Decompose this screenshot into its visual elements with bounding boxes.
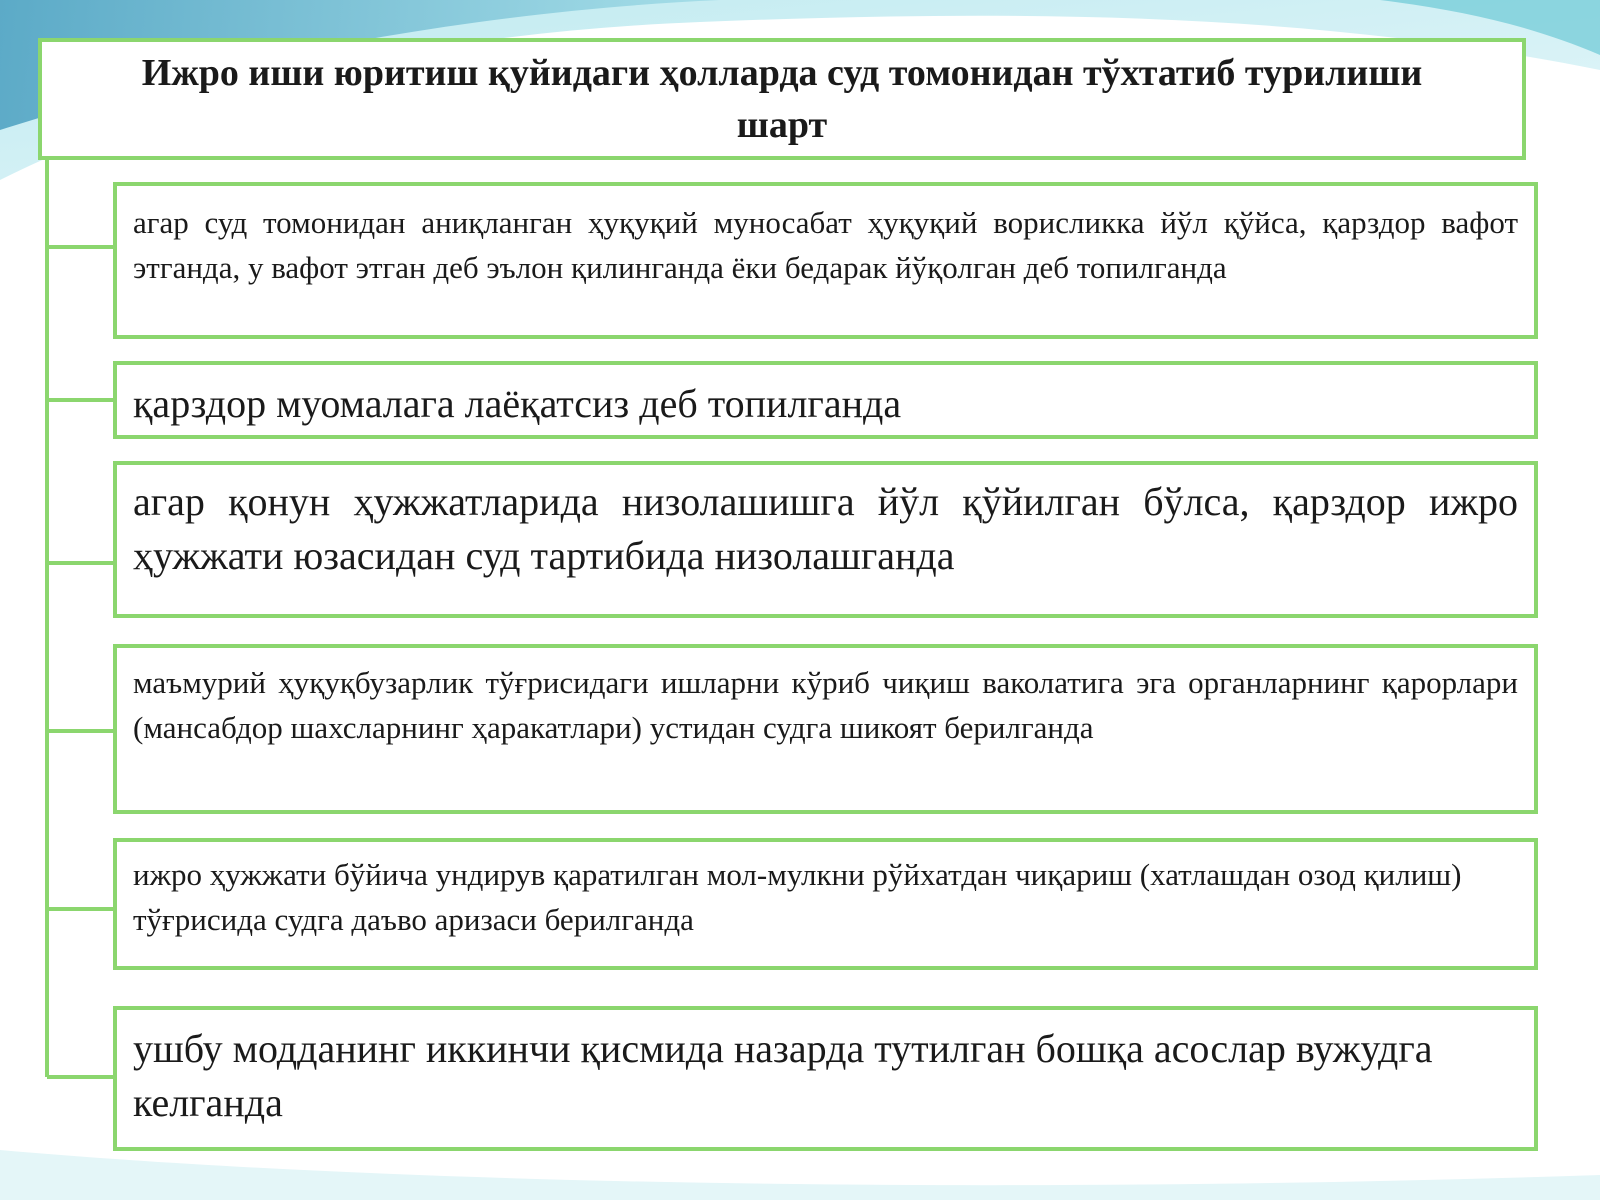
condition-text-6: ушбу модданинг иккинчи қисмида назарда тутилган бошқа асослар вужудга келганда — [133, 1026, 1433, 1125]
diagram-title-box — [38, 38, 1526, 160]
condition-box-6 — [113, 1006, 1538, 1151]
condition-box-1 — [113, 182, 1538, 339]
condition-box-5 — [113, 838, 1538, 970]
condition-box-3 — [113, 461, 1538, 618]
condition-text-3: агар қонун ҳужжатларида низолашишга йўл қўйилган бўлса, қарздор ижро ҳужжати юзасидан суд тартибида низолашганда — [133, 479, 1518, 578]
condition-box-4 — [113, 644, 1538, 814]
condition-text-5: ижро ҳужжати бўйича ундирув қаратилган мол-мулкни рўйхатдан чиқариш (хатлашдан озод қилиш) тўғрисида судга даъво аризаси берилганда — [133, 857, 1462, 937]
diagram-title: Ижро иши юритиш қуйидаги ҳолларда суд томонидан тўхтатиб турилиши шарт — [141, 52, 1423, 146]
condition-text-2: қарздор муомалага лаёқатсиз деб топилганда — [133, 381, 902, 426]
condition-text-4: маъмурий ҳуқуқбузарлик тўғрисидаги ишларни кўриб чиқиш ваколатига эга органларнинг қарорлари (мансабдор шахсларнинг ҳаракатлари) устидан судга шикоят берилганда — [133, 665, 1518, 745]
condition-text-1: агар суд томонидан аниқланган ҳуқуқий муносабат ҳуқуқий ворисликка йўл қўйса, қарздор вафот этганда, у вафот этган деб эълон қилинганда ёки бедарак йўқолган деб топилганда — [133, 205, 1518, 285]
condition-box-2 — [113, 361, 1538, 439]
